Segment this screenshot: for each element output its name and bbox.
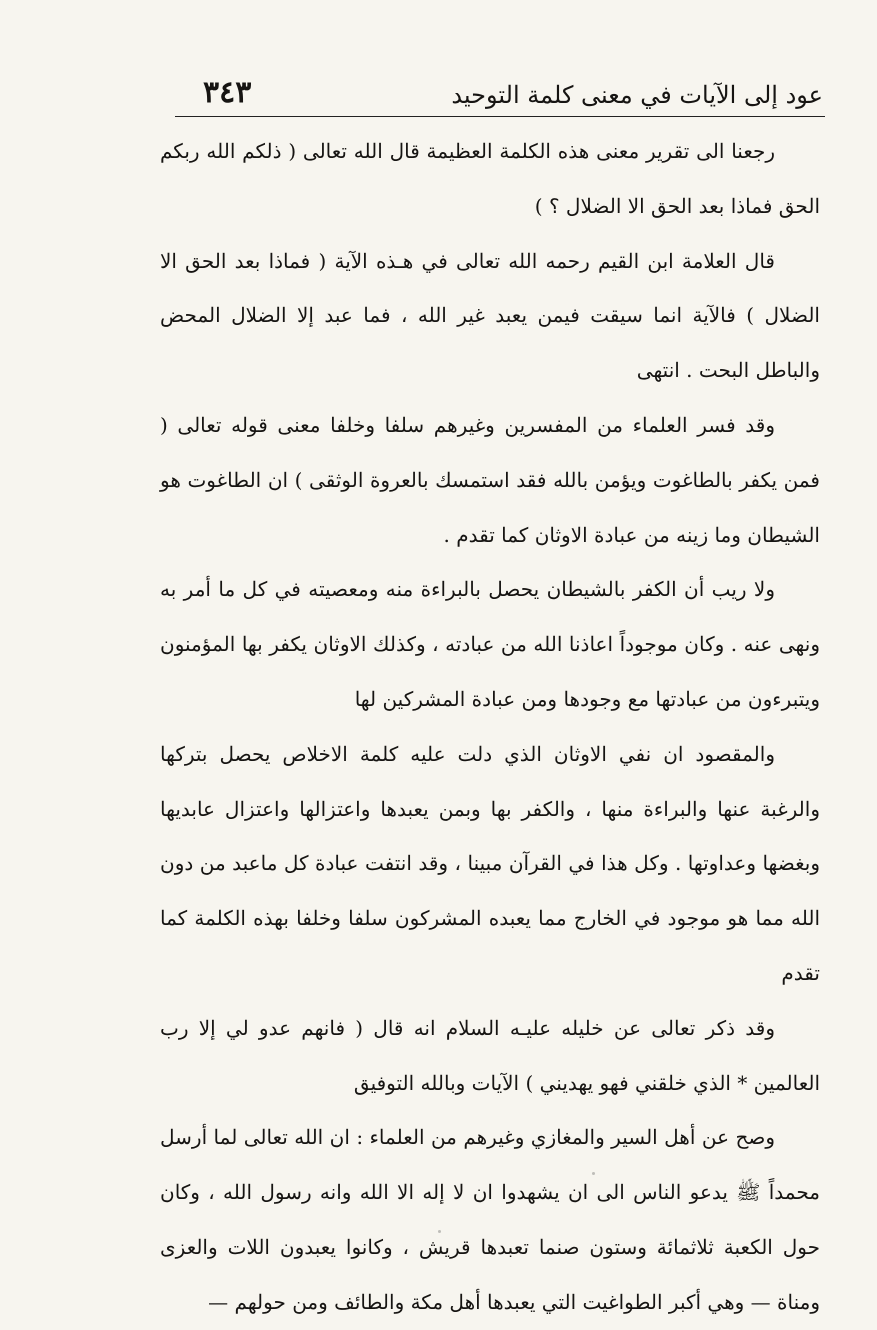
body-text [160,124,820,1314]
paragraph: وصح عن أهل السير والمغازي وغيرهم من العلماء : ان الله تعالى لما أرسل محمداً ﷺ يدعو الناس الى ان يشهدوا ان لا إله الا الله وانه رسول الله ، وكان حول الكعبة ثلاثمائة وستون صنما تعبدها قريش ، وكانوا يعبدون اللات والعزى ومناة — وهي أكبر الطواغيت التي يعبدها أهل مكة والطائف ومن حولهم — [160,1125,820,1314]
print-speck [592,1172,595,1175]
header-divider [175,116,825,117]
running-header [175,70,825,118]
paragraph: رجعنا الى تقرير معنى هذه الكلمة العظيمة قال الله تعالى ( ذلكم الله ربكم الحق فماذا بعد الحق الا الضلال ؟ ) [160,139,820,218]
paragraph: وقد ذكر تعالى عن خليله عليـه السلام انه قال ( فانهم عدو لي إلا رب العالمين * الذي خلقني فهو يهديني ) الآيات وبالله التوفيق [160,1015,820,1095]
paragraph: قال العلامة ابن القيم رحمه الله تعالى في هـذه الآية ( فماذا بعد الحق الا الضلال ) فالآية انما سيقت فيمن يعبد غير الله ، فما عبد إلا الضلال المحض والباطل البحت . انتهى [160,248,820,383]
print-speck [438,1230,441,1233]
page-number: ٣٤٣ [203,75,252,110]
paragraph: والمقصود ان نفي الاوثان الذي دلت عليه كلمة الاخلاص يحصل بتركها والرغبة عنها والبراءة منها ، والكفر بها وبمن يعبدها واعتزالها واعتزال عابديها وبغضها وعداوتها . وكل هذا في القرآن مبينا ، وقد انتفت عبادة كل ماعبد من دون الله مما هو موجود في الخارج مما يعبده المشركون سلفا وخلفا بهذه الكلمة كما تقدم [160,741,820,985]
chapter-title: عود إلى الآيات في معنى كلمة التوحيد [451,81,823,109]
paragraph: ولا ريب أن الكفر بالشيطان يحصل بالبراءة منه ومعصيته في كل ما أمر به ونهى عنه . وكان موجوداً اعاذنا الله من عبادته ، وكذلك الاوثان يكفر بها المؤمنون ويتبرءون من عبادتها مع وجودها ومن عبادة المشركين لها [160,577,820,711]
paragraph: وقد فسر العلماء من المفسرين وغيرهم سلفا وخلفا معنى قوله تعالى ( فمن يكفر بالطاغوت ويؤمن بالله فقد استمسك بالعروة الوثقى ) ان الطاغوت هو الشيطان وما زينه من عبادة الاوثان كما تقدم . [160,412,820,547]
